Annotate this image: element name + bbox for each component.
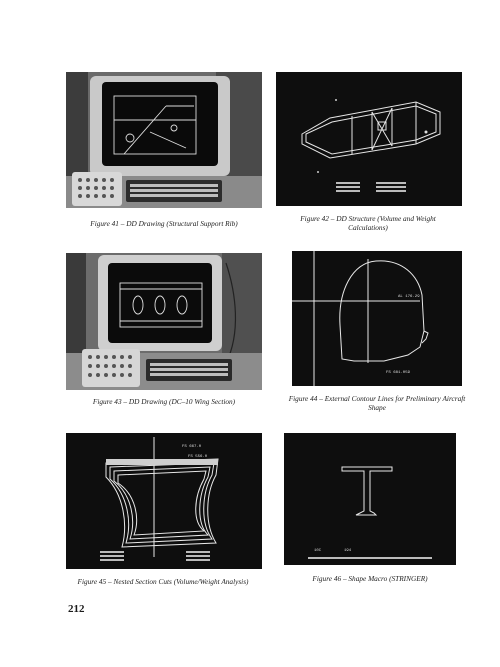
fig46-label-2: 194 — [344, 549, 352, 553]
figure-45-photo — [66, 433, 262, 569]
page-number: 212 — [68, 603, 85, 615]
fig45-label-1: FS 667.0 — [182, 445, 202, 449]
figure-44-caption: Figure 44 – External Contour Lines for Preliminary Aircraft Shape — [288, 394, 466, 412]
figure-45-caption: Figure 45 – Nested Section Cuts (Volume/Weight Analysis) — [77, 577, 249, 586]
figure-44-photo — [292, 251, 462, 386]
fig44-label-2: FS 681.059 — [386, 371, 411, 375]
fig45-label-2: FS 556.0 — [188, 455, 208, 459]
figure-43-photo — [66, 253, 262, 390]
fig44-label-1: AL 176.29 — [398, 295, 420, 299]
figure-46-photo — [284, 433, 456, 565]
figure-41-caption: Figure 41 – DD Drawing (Structural Support Rib) — [90, 219, 238, 228]
figure-42-caption: Figure 42 – DD Structure (Volume and Weight Calculations) — [300, 214, 436, 232]
figure-41-photo — [66, 72, 262, 208]
figure-42-photo — [276, 72, 462, 206]
figure-43-caption: Figure 43 – DD Drawing (DC–10 Wing Section) — [92, 397, 236, 406]
figure-46-caption: Figure 46 – Shape Macro (STRINGER) — [312, 574, 428, 583]
fig46-label-1: 10C — [314, 549, 322, 553]
